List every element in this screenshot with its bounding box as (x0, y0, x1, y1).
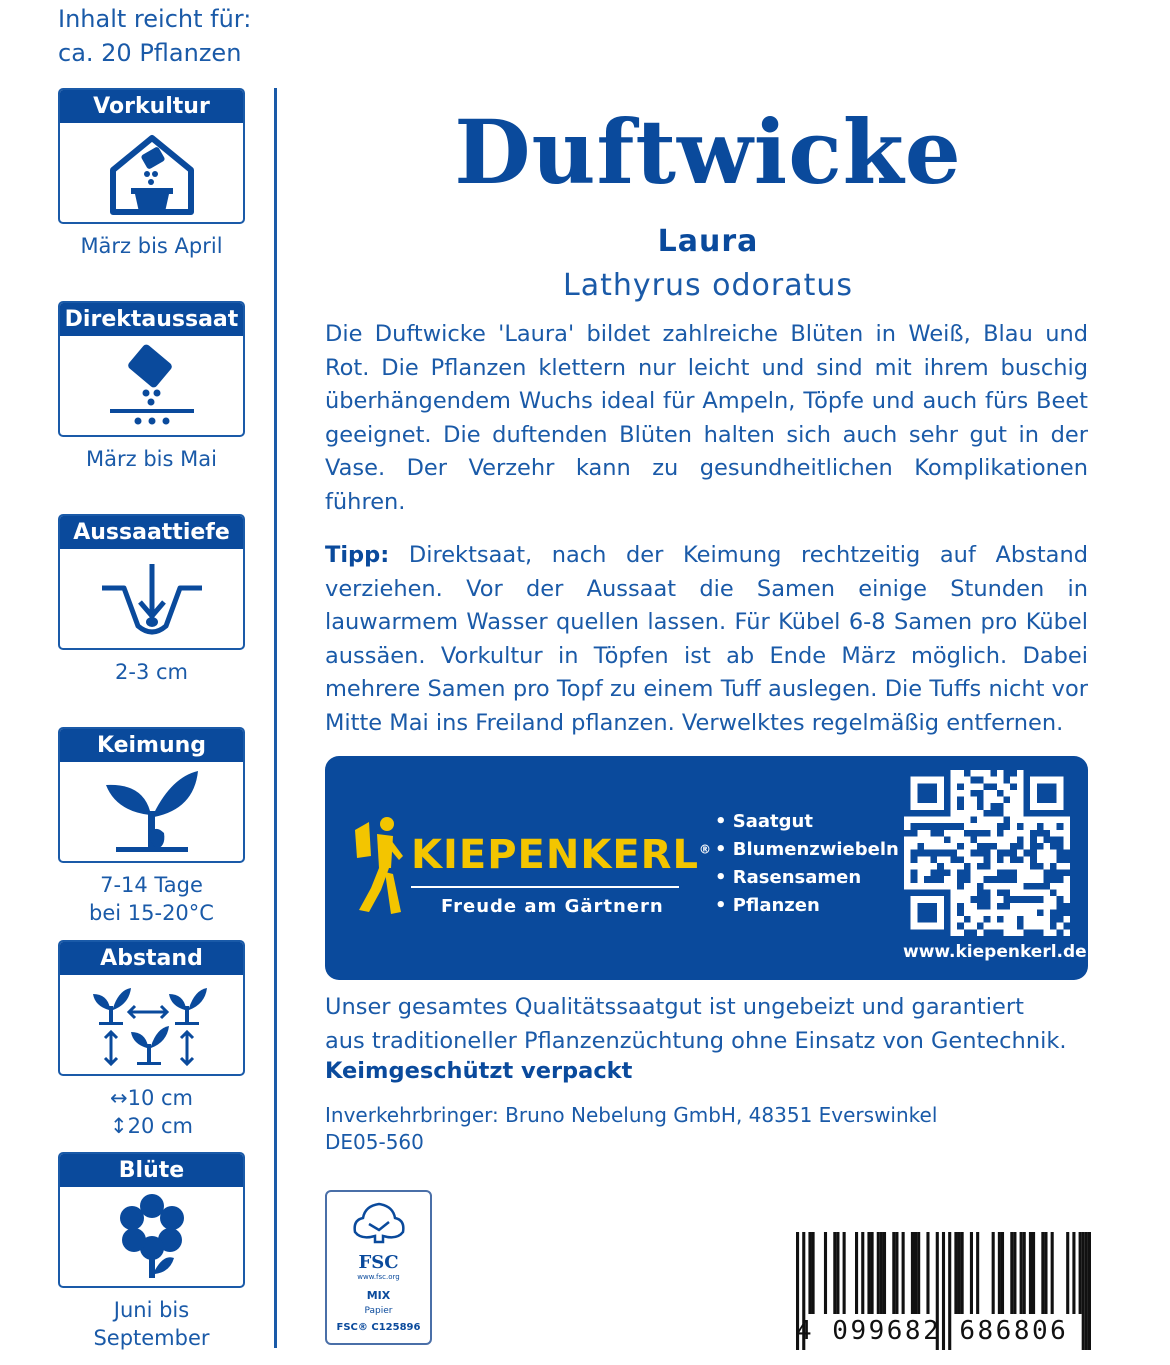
tip-label: Tipp: (325, 542, 390, 568)
fsc-name: FSC (358, 1252, 399, 1273)
brand-banner (325, 756, 1088, 980)
website-url: www.kiepenkerl.de (903, 942, 1087, 962)
tile-aussaattiefe (58, 514, 245, 686)
tile-caption (58, 658, 245, 686)
tile-caption-line-1: ↔10 cm (110, 1086, 193, 1110)
barcode-number: 4 099682 686806 (796, 1316, 1069, 1346)
tile-caption (58, 871, 245, 927)
tile-caption (58, 1084, 245, 1140)
tile-caption-line-2: ↕20 cm (110, 1114, 193, 1138)
tile-direktaussaat (58, 301, 245, 473)
contents-info (58, 2, 251, 70)
hiker-logo-icon (347, 816, 407, 916)
contents-line-1: Inhalt reicht für: (58, 5, 252, 33)
product-range-item: • Rasensamen (715, 864, 899, 892)
product-title: Duftwicke (454, 100, 962, 204)
tile-box (58, 1152, 245, 1288)
registered-mark: ® (698, 842, 712, 857)
brand-slogan: Freude am Gärtnern (441, 896, 664, 917)
tile-caption-line-1: März bis April (80, 234, 223, 258)
spacing-icon (60, 975, 243, 1074)
tile-header: Vorkultur (60, 90, 243, 123)
greenhouse-sowing-icon (60, 123, 243, 222)
tile-caption-line-2: bei 15-20°C (89, 901, 214, 925)
tile-caption-line-1: 7-14 Tage (100, 873, 203, 897)
quality-line-2: aus traditioneller Pflanzenzüchtung ohne Einsatz von Gentechnik. (325, 1027, 1067, 1054)
quality-statement (325, 991, 1125, 1058)
product-range-item: • Pflanzen (715, 892, 899, 920)
product-range-item: • Saatgut (715, 808, 899, 836)
product-variety: Laura (657, 224, 759, 259)
tile-box (58, 514, 245, 650)
fsc-tree-icon (349, 1200, 409, 1244)
contents-line-2: ca. 20 Pflanzen (58, 39, 242, 67)
direct-sowing-icon (60, 336, 243, 435)
tile-header: Aussaattiefe (60, 516, 243, 549)
tile-box (58, 940, 245, 1076)
distributor-line-1: Inverkehrbringer: Bruno Nebelung GmbH, 48351 Everswinkel (325, 1103, 938, 1127)
distributor-info (325, 1102, 937, 1156)
tile-caption (58, 1296, 245, 1352)
growing-tip (325, 539, 1088, 741)
tile-header: Blüte (60, 1154, 243, 1187)
qr-code (904, 770, 1070, 936)
tile-caption-line-2: September (93, 1326, 210, 1350)
tile-box (58, 727, 245, 863)
tile-box (58, 301, 245, 437)
tile-caption-line-1: Juni bis (113, 1298, 190, 1322)
tile-caption-line-1: März bis Mai (86, 447, 217, 471)
fsc-url: www.fsc.org (357, 1273, 400, 1281)
product-description: Die Duftwicke 'Laura' bildet zahlreiche Blüten in Weiß, Blau und Rot. Die Pflanzen klettern nur leicht und sind mit ihrem buschig überhängendem Wuchs ideal für Ampeln, Töpfe und auch fürs Beet geeignet. Die duftenden Blüten halten sich auch sehr gut in der Vase. Der Verzehr kann zu gesundheitlichen Komplikationen führen. (325, 321, 1088, 515)
vertical-divider (274, 88, 277, 1348)
fsc-code: FSC® C125896 (336, 1322, 421, 1333)
brand-name: KIEPENKERL (411, 832, 699, 878)
brand-underline (411, 886, 679, 888)
tile-caption (58, 232, 245, 260)
tile-box (58, 88, 245, 224)
fsc-label (325, 1190, 432, 1345)
tile-header: Direktaussaat (60, 303, 243, 336)
tile-bluete (58, 1152, 245, 1352)
fsc-paper: Papier (364, 1306, 393, 1316)
tile-abstand (58, 940, 245, 1140)
product-range-item: • Blumenzwiebeln (715, 836, 899, 864)
tile-keimung (58, 727, 245, 927)
quality-line-1: Unser gesamtes Qualitätssaatgut ist ungebeizt und garantiert (325, 994, 1024, 1020)
tile-header: Keimung (60, 729, 243, 762)
flower-icon (60, 1187, 243, 1286)
brand-logo (411, 832, 712, 878)
product-latin-name: Lathyrus odoratus (562, 268, 854, 303)
tip-text: Direktsaat, nach der Keimung rechtzeitig auf Abstand verziehen. Vor der Aussaat die Samen einige Stunden in lauwarmem Wasser quellen lassen. Für Kübel 6-8 Samen pro Kübel aussäen. Vorkultur in Töpfen ist ab Ende März möglich. Dabei mehrere Samen pro Topf zu einem Tuff auslegen. Die Tuffs nicht vor Mitte Mai ins Freiland pflanzen. Verwelktes regelmäßig entfernen. (325, 542, 1088, 736)
product-range-list (715, 808, 899, 920)
packaging-note: Keimgeschützt verpackt (325, 1058, 633, 1084)
tile-header: Abstand (60, 942, 243, 975)
tile-caption-line-1: 2-3 cm (115, 660, 188, 684)
seedling-icon (60, 762, 243, 861)
distributor-line-2: DE05-560 (325, 1130, 424, 1154)
sowing-depth-icon (60, 549, 243, 648)
fsc-mix: MIX (366, 1289, 391, 1302)
tile-vorkultur (58, 88, 245, 260)
tile-caption (58, 445, 245, 473)
